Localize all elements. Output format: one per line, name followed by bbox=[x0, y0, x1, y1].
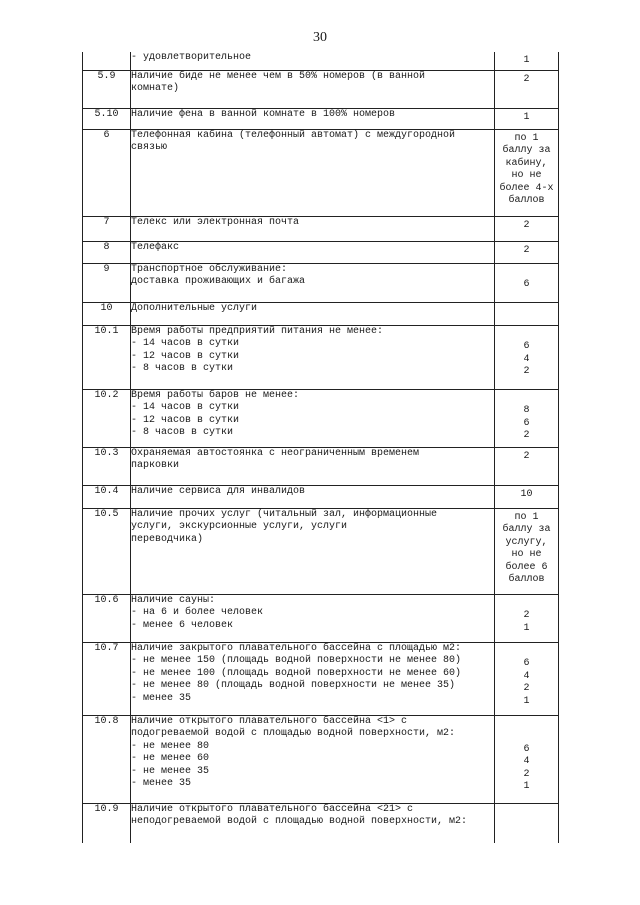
table-row bbox=[83, 325, 559, 389]
row-number: 10.9 bbox=[83, 803, 131, 843]
row-number: 10.7 bbox=[83, 642, 131, 715]
row-number: 10.4 bbox=[83, 485, 131, 508]
row-description: Наличие прочих услуг (читальный зал, информационные услуги, экскурсионные услуги, услуги переводчика) bbox=[131, 508, 495, 594]
table-row bbox=[83, 594, 559, 642]
table-row bbox=[83, 52, 559, 70]
page-number: 30 bbox=[313, 30, 327, 45]
row-score bbox=[495, 803, 559, 843]
table-row bbox=[83, 216, 559, 241]
row-score: 10 bbox=[495, 485, 559, 508]
row-description: Наличие сауны: - на 6 и более человек - менее 6 человек bbox=[131, 594, 495, 642]
row-description: Время работы предприятий питания не менее: - 14 часов в сутки - 12 часов в сутки - 8 часов в сутки bbox=[131, 325, 495, 389]
row-score: 2 bbox=[495, 216, 559, 241]
table-row bbox=[83, 508, 559, 594]
row-number: 10.3 bbox=[83, 447, 131, 485]
row-score: 6 4 2 1 bbox=[495, 642, 559, 715]
table-row bbox=[83, 715, 559, 803]
row-description: Наличие открытого плавательного бассейна <21> с неподогреваемой водой с площадью водной поверхности, м2: bbox=[131, 803, 495, 843]
row-description: Телекс или электронная почта bbox=[131, 216, 495, 241]
row-score: 2 bbox=[495, 70, 559, 108]
row-score: 2 1 bbox=[495, 594, 559, 642]
row-description: Наличие сервиса для инвалидов bbox=[131, 485, 495, 508]
row-number bbox=[83, 52, 131, 70]
row-description: Телефакс bbox=[131, 241, 495, 263]
row-score: 6 bbox=[495, 263, 559, 302]
row-description: Охраняемая автостоянка с неограниченным временем парковки bbox=[131, 447, 495, 485]
row-number: 10.8 bbox=[83, 715, 131, 803]
row-description: Транспортное обслуживание: доставка проживающих и багажа bbox=[131, 263, 495, 302]
criteria-table-body bbox=[83, 52, 559, 843]
table-row bbox=[83, 389, 559, 447]
row-score: 1 bbox=[495, 108, 559, 129]
row-score: 6 4 2 1 bbox=[495, 715, 559, 803]
row-description: Наличие фена в ванной комнате в 100% номеров bbox=[131, 108, 495, 129]
row-score: 2 bbox=[495, 447, 559, 485]
row-description: Время работы баров не менее: - 14 часов в сутки - 12 часов в сутки - 8 часов в сутки bbox=[131, 389, 495, 447]
row-score: по 1 баллу за услугу, но не более 6 баллов bbox=[495, 508, 559, 594]
row-description: - удовлетворительное bbox=[131, 52, 495, 70]
row-description: Телефонная кабина (телефонный автомат) с междугородной связью bbox=[131, 129, 495, 216]
table-row bbox=[83, 241, 559, 263]
row-number: 7 bbox=[83, 216, 131, 241]
row-score: 1 bbox=[495, 52, 559, 70]
row-score bbox=[495, 302, 559, 325]
table-row bbox=[83, 485, 559, 508]
table-row bbox=[83, 803, 559, 843]
table-row bbox=[83, 642, 559, 715]
row-number: 9 bbox=[83, 263, 131, 302]
row-description: Дополнительные услуги bbox=[131, 302, 495, 325]
row-score: 6 4 2 bbox=[495, 325, 559, 389]
row-score: по 1 баллу за кабину, но не более 4-х баллов bbox=[495, 129, 559, 216]
row-description: Наличие биде не менее чем в 50% номеров (в ванной комнате) bbox=[131, 70, 495, 108]
row-description: Наличие закрытого плавательного бассейна с площадью м2: - не менее 150 (площадь водной поверхности не менее 80) - не менее 100 (площадь водной поверхности не менее 60) - не менее 80 (площадь водной поверхности не менее 35) - менее 35 bbox=[131, 642, 495, 715]
row-number: 5.9 bbox=[83, 70, 131, 108]
row-number: 6 bbox=[83, 129, 131, 216]
row-number: 10.6 bbox=[83, 594, 131, 642]
row-number: 8 bbox=[83, 241, 131, 263]
row-description: Наличие открытого плавательного бассейна <1> с подогреваемой водой с площадью водной поверхности, м2: - не менее 80 - не менее 60 - не менее 35 - менее 35 bbox=[131, 715, 495, 803]
row-number: 10.2 bbox=[83, 389, 131, 447]
row-number: 10.5 bbox=[83, 508, 131, 594]
row-number: 10 bbox=[83, 302, 131, 325]
table-row bbox=[83, 129, 559, 216]
table-row bbox=[83, 447, 559, 485]
table-row bbox=[83, 263, 559, 302]
row-score: 2 bbox=[495, 241, 559, 263]
criteria-table bbox=[82, 52, 559, 843]
row-score: 8 6 2 bbox=[495, 389, 559, 447]
row-number: 5.10 bbox=[83, 108, 131, 129]
table-row bbox=[83, 302, 559, 325]
table-row bbox=[83, 108, 559, 129]
row-number: 10.1 bbox=[83, 325, 131, 389]
table-row bbox=[83, 70, 559, 108]
